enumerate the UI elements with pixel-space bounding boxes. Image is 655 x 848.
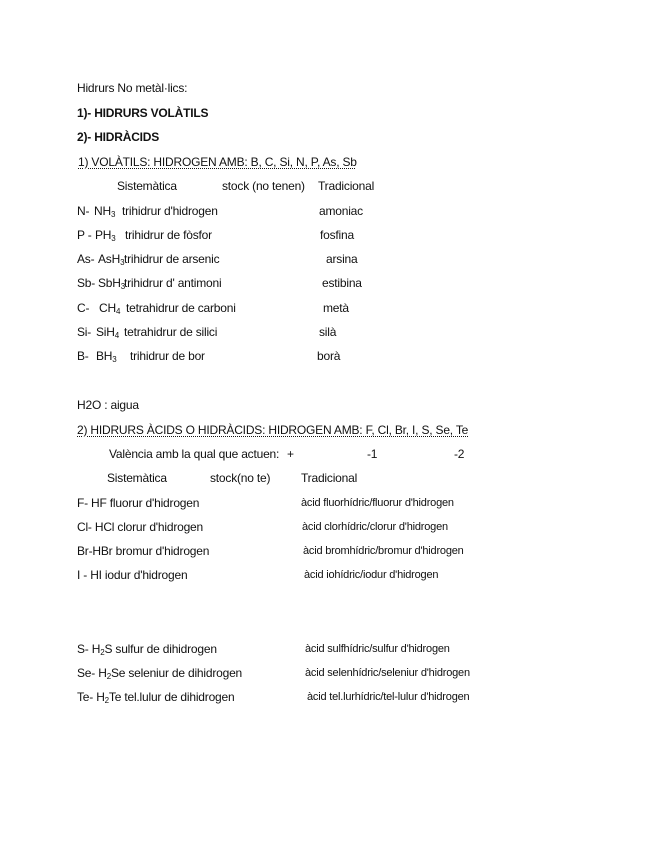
- row-name: trihidrur de arsenic: [124, 252, 220, 266]
- table-row: [77, 301, 349, 316]
- row-formula: SbH$_3$: [98, 276, 125, 291]
- row-formula: $PH_3$: [95, 228, 116, 243]
- row-name: trihidrur de fòsfor: [125, 228, 212, 242]
- valence-plus: +: [287, 447, 294, 461]
- sec1-header-tradicional: Tradicional: [318, 179, 375, 193]
- valence-minus-2: -2: [454, 447, 465, 461]
- sec2-header-sistematica: Sistemàtica: [107, 471, 167, 485]
- row-traditional: àcid tel.lurhídric/tel-lulur d'hidrogen: [307, 691, 470, 703]
- row-traditional: metà: [323, 301, 349, 315]
- row-element: C-: [77, 301, 90, 315]
- table-row: F- HF fluorur d'hidrogen: [77, 496, 200, 510]
- row-name: trihidrur de bor: [130, 349, 205, 363]
- row-traditional: àcid fluorhídric/fluorur d'hidrogen: [301, 497, 454, 509]
- doc-title: Hidrurs No metàl·lics:: [77, 81, 188, 95]
- section2-title: 2) HIDRURS ÀCIDS O HIDRÀCIDS: HIDROGEN AMB: F, Cl, Br, I, S, Se, Te: [77, 423, 469, 437]
- table-row: [77, 276, 362, 291]
- row-name: tetrahidrur de carboni: [126, 301, 236, 315]
- row-element: P -: [77, 228, 92, 242]
- table-row: [77, 325, 337, 340]
- table-row: Se- $H_2Se$ seleniur de dihidrogen: [77, 666, 243, 681]
- section1-title: 1) VOLÀTILS: HIDROGEN AMB: B, C, Si, N, P, As, Sb: [78, 155, 357, 169]
- row-name: trihidrur d'hidrogen: [122, 204, 218, 218]
- table-row: [77, 204, 363, 219]
- row-name: trihidrur d' antimoni: [124, 276, 222, 290]
- row-element: B-: [77, 349, 89, 363]
- table-row: [77, 349, 341, 364]
- sec2-header-stock: stock(no te): [210, 471, 271, 485]
- table-row: Te- $H_2Te$ tel.lulur de dihidrogen: [77, 690, 235, 705]
- row-traditional: silà: [319, 325, 337, 339]
- row-traditional: àcid sulfhídric/sulfur d'hidrogen: [305, 643, 450, 655]
- table-row: [77, 228, 354, 243]
- row-element: Si-: [77, 325, 92, 339]
- row-element: N-: [77, 204, 90, 218]
- sec1-header-sistematica: Sistemàtica: [117, 179, 177, 193]
- row-traditional: àcid clorhídric/clorur d'hidrogen: [302, 521, 448, 533]
- table-row: Br-HBr bromur d'hidrogen: [77, 544, 210, 558]
- row-formula: $NH_3$: [94, 204, 116, 219]
- sec2-header-tradicional: Tradicional: [301, 471, 358, 485]
- valence-line: [77, 447, 465, 461]
- water-line: H2O : aigua: [77, 398, 139, 412]
- row-formula: SiH$_4$: [96, 325, 119, 340]
- valence-label: València amb la qual que actuen:: [109, 447, 280, 461]
- table-row: S- $H_2S$ sulfur de dihidrogen: [77, 642, 217, 657]
- row-traditional: estibina: [322, 276, 362, 290]
- row-traditional: fosfina: [320, 228, 354, 242]
- table-row: I - HI iodur d'hidrogen: [77, 568, 188, 582]
- list-item-volatils: 1)- HIDRURS VOLÀTILS: [77, 106, 209, 120]
- sec1-header-stock: stock (no tenen): [222, 179, 305, 193]
- row-traditional: borà: [317, 349, 341, 363]
- row-traditional: amoniac: [319, 204, 363, 218]
- row-formula: $BH_3$: [96, 349, 117, 364]
- row-formula: $CH_4$: [99, 301, 121, 316]
- row-traditional: àcid bromhídric/bromur d'hidrogen: [303, 545, 464, 557]
- row-formula: AsH$_3$: [98, 252, 125, 267]
- row-traditional: arsina: [326, 252, 358, 266]
- table-row: [77, 252, 358, 267]
- valence-minus-1: -1: [367, 447, 378, 461]
- row-element: As-: [77, 252, 95, 266]
- table-row: Cl- HCl clorur d'hidrogen: [77, 520, 204, 534]
- row-element: Sb-: [77, 276, 96, 290]
- list-item-hidracids: 2)- HIDRÀCIDS: [77, 130, 160, 144]
- row-traditional: àcid selenhídric/seleniur d'hidrogen: [305, 667, 470, 679]
- row-traditional: àcid iohídric/iodur d'hidrogen: [304, 569, 439, 581]
- row-name: tetrahidrur de silici: [124, 325, 218, 339]
